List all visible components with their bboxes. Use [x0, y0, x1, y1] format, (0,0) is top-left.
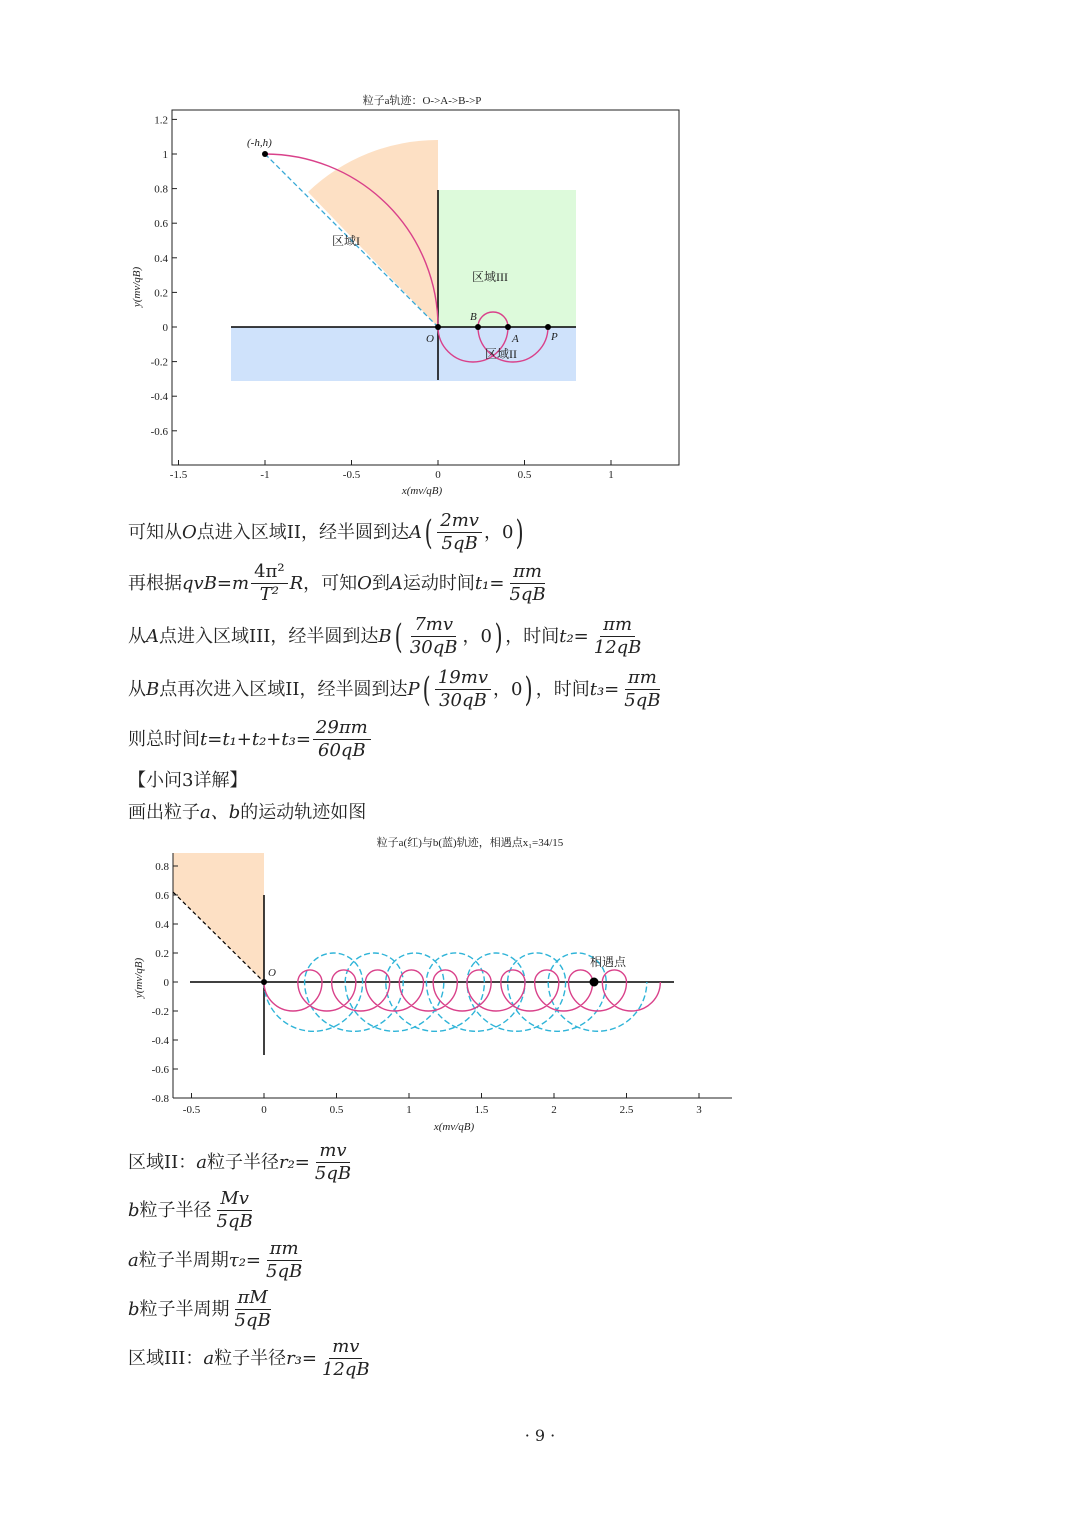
section-heading: 【小问3详解】 — [128, 770, 248, 791]
chart1-x-tick-label: 0 — [435, 469, 441, 481]
chart1-x-tick-label: -1.5 — [169, 469, 188, 481]
text-line-9: a 粒子半周期 τ₂= $\frac{\pi m}{5qB}$ — [128, 1238, 303, 1282]
chart2-region-1 — [173, 853, 264, 982]
label-A: A — [512, 333, 519, 345]
chart1-x-tick-label: 0.5 — [517, 469, 532, 481]
chart1-y-tick-label: 0.2 — [154, 287, 168, 300]
page-number: · 9 · — [524, 1426, 556, 1445]
chart1-y-tick-label: -0.4 — [150, 391, 168, 404]
chart2-x-tick-label: 2 — [551, 1104, 557, 1116]
label-P: P — [551, 331, 558, 343]
trajectory-chart-a — [0, 0, 1080, 500]
region-1-sector — [308, 140, 438, 327]
label-B: B — [470, 311, 477, 323]
chart1-y-tick-label: 0.6 — [154, 218, 168, 231]
text-line-10: b 粒子半周期 $\frac{\pi M}{5qB}$ — [128, 1287, 271, 1331]
text-line-3: 从 A 点进入区域III，经半圆到达 B ( $\frac{7mv}{30qB}$ ，0 ) ，时间 t₂= $\frac{\pi m}{12qB}$ — [128, 614, 642, 658]
chart2-x-tick-label: 2.5 — [619, 1104, 634, 1116]
chart2-y-tick-label: -0.8 — [151, 1093, 169, 1105]
chart2-x-ticks — [183, 1093, 702, 1116]
chart1-y-tick-label: 0.4 — [154, 252, 168, 265]
chart1-x-ticks — [170, 460, 614, 481]
text-line-2: 再根据 qvB=m $\frac{\text{4π²}}{\text{T²}}$ R ，可知 O 到 A 运动时间 t₁= $\frac{\pi m}{5qB}$ — [128, 561, 546, 605]
chart2-y-tick-label: 0.4 — [155, 919, 169, 931]
chart2-y-tick-label: -0.4 — [151, 1035, 169, 1047]
chart2-x-tick-label: 3 — [696, 1104, 702, 1116]
label-start: (-h,h) — [247, 137, 272, 149]
region-2-area — [231, 327, 576, 381]
point-B — [475, 324, 481, 330]
label-region-3: 区域III — [472, 270, 508, 284]
text-line-8: b 粒子半径 $\frac{Mv}{5qB}$ — [128, 1188, 253, 1232]
chart1-x-tick-label: 1 — [608, 469, 614, 481]
text-line-1: 可知从 O 点进入区域II，经半圆到达 A ( $\frac{2mv}{5qB}$ ，0 ) — [128, 510, 525, 554]
chart1-title: 粒子a轨迹：O->A->B->P — [362, 95, 482, 107]
chart1-x-tick-label: -0.5 — [342, 469, 361, 481]
point-start — [262, 151, 268, 157]
chart2-x-tick-label: 1 — [406, 1104, 412, 1116]
origin-point — [261, 979, 267, 985]
chart2-x-tick-label: 0.5 — [329, 1104, 344, 1116]
chart1-y-tick-label: 0 — [162, 322, 168, 334]
chart2-y-tick-label: -0.6 — [151, 1064, 169, 1076]
chart2-y-tick-label: 0.8 — [155, 861, 169, 873]
label-region-2: 区域II — [485, 347, 517, 361]
chart1-y-tick-label: -0.2 — [150, 356, 168, 369]
text-line-6: 画出粒子 a、b 的运动轨迹如图 — [128, 802, 367, 823]
chart1-y-tick-label: 1.2 — [154, 114, 168, 127]
meet-point-label: 相遇点 — [590, 955, 627, 969]
chart2-y-tick-label: 0 — [163, 977, 169, 989]
text-line-4: 从 B 点再次进入区域II，经半圆到达 P ( $\frac{19mv}{30qB}$ ，0 ) ，时间 t₃= $\frac{\pi m}{5qB}$ — [128, 667, 661, 711]
chart2-x-tick-label: -0.5 — [182, 1104, 201, 1116]
text-line-5: 则总时间 t=t₁+t₂+t₃= $\frac{29\pi m}{60qB}$ — [128, 719, 373, 760]
chart2-origin-label: O — [268, 967, 276, 979]
chart2-y-tick-label: 0.2 — [155, 948, 169, 960]
chart1-y-label: y(mv/qB) — [131, 266, 143, 308]
chart2-title: 粒子a(红)与b(蓝)轨迹，相遇点x₁=34/15 — [376, 837, 564, 849]
region-3-area — [438, 190, 576, 327]
text-line-11: 区域III： a 粒子半径 r₃= $\frac{mv}{12qB}$ — [128, 1336, 370, 1380]
point-O — [435, 324, 441, 330]
chart1-y-tick-label: -0.6 — [150, 425, 168, 438]
chart1-x-tick-label: -1 — [260, 469, 270, 481]
chart2-y-label: y(mv/qB) — [133, 957, 145, 999]
chart1-x-label: x(mv/qB) — [401, 485, 443, 497]
chart2-x-label: x(mv/qB) — [433, 1121, 475, 1133]
chart1-y-tick-label: 1 — [162, 149, 168, 161]
chart2-y-tick-label: -0.2 — [151, 1006, 169, 1018]
chart2-y-ticks — [152, 861, 178, 1105]
trajectory-chart-ab — [0, 830, 1080, 1140]
point-P — [545, 324, 551, 330]
chart1-y-ticks — [151, 114, 177, 437]
text-line-7: 区域II： a 粒子半径 r₂= $\frac{mv}{5qB}$ — [128, 1140, 352, 1184]
chart2-x-tick-label: 0 — [261, 1104, 267, 1116]
point-A — [505, 324, 511, 330]
label-region-1: 区域I — [332, 234, 360, 248]
label-O: O — [426, 333, 434, 345]
chart1-y-tick-label: 0.8 — [154, 183, 168, 196]
chart2-x-tick-label: 1.5 — [474, 1104, 489, 1116]
meet-point — [590, 978, 599, 987]
chart2-y-tick-label: 0.6 — [155, 890, 169, 902]
